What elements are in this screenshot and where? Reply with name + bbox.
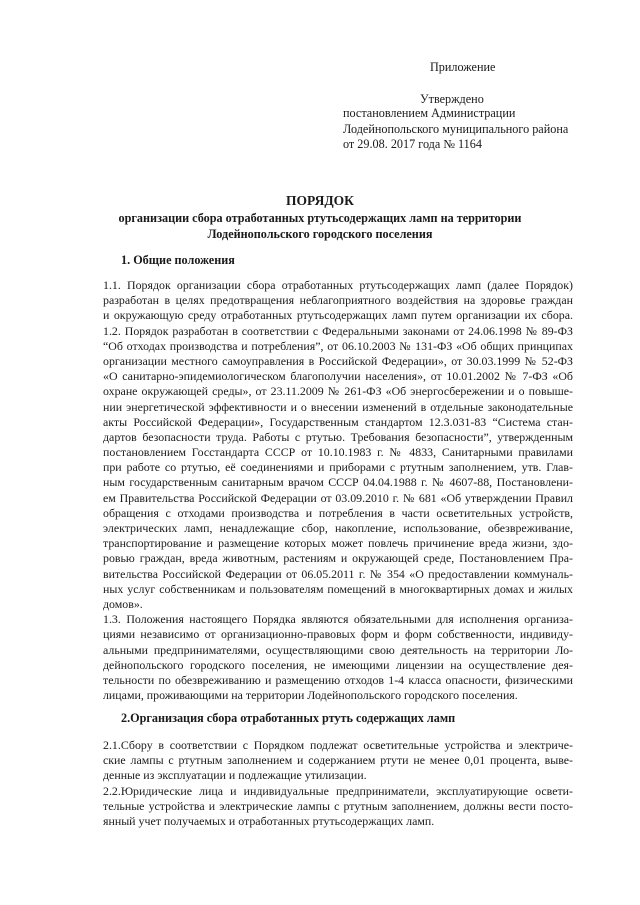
text-line: ных услуг собственникам и пользователям помещений в многоквартирных домах и жилых	[103, 581, 573, 596]
resolution-line: от 29.08. 2017 года № 1164	[343, 137, 482, 151]
text-line: альными предпринимателями, осуществляющими свою деятельность на территории Ло-	[103, 642, 573, 657]
text-line: постановлением Госстандарта СССР от 10.10.1983 г. № 4833, Санитарными правилами	[103, 445, 573, 460]
text-line: электрических ламп, ненадлежащие сбор, накопление, использование, обезвреживание,	[103, 521, 573, 535]
appendix-label: Приложение	[430, 60, 496, 74]
resolution-line: постановлением Администрации	[343, 106, 516, 120]
text-line: домов».	[103, 596, 143, 611]
section-2-heading: 2.Организация сбора отработанных ртуть содержащих ламп	[121, 711, 456, 725]
text-line: и окружающую среду отработанных ртутьсодержащих ламп путем организации их сбора.	[103, 308, 573, 323]
text-line: организации местного самоуправления в Российской Федерации», от 30.03.1999 № 52-ФЗ	[103, 353, 573, 368]
text-line: 1.2. Порядок разработан в соответствии с Федеральными законами от 24.06.1998 № 89-ФЗ	[103, 323, 573, 338]
text-line: нии энергетической эффективности и о внесении изменений в отдельные законодательные	[103, 399, 573, 414]
text-line: 2.2.Юридические лица и индивидуальные предприниматели, эксплуатирующие освети-	[103, 783, 573, 798]
document-subtitle-line: Лодейнопольского городского поселения	[207, 227, 433, 241]
text-line: янный учет получаемых и отработанных ртутьсодержащих ламп.	[103, 813, 435, 828]
text-line: разработан в целях предотвращения неблагоприятного воздействия на здоровье граждан	[103, 293, 573, 308]
text-line: денные из эксплуатации и подлежащие утилизации.	[103, 768, 367, 783]
section-1-body	[103, 278, 573, 703]
text-line: “Об отходах производства и потребления”, от 06.10.2003 № 131-ФЗ «Об общих принципах	[103, 338, 573, 353]
text-line: вительства Российской Федерации от 06.05.2011 г. № 354 «О предоставлении коммуналь-	[103, 566, 573, 581]
text-line: дейнопольского городского поселения, не имеющими лицензии на осуществление дея-	[103, 657, 573, 672]
text-line: дартов безопасности труда. Работы с ртутью. Требования безопасности”, утвержденным	[103, 429, 573, 444]
text-line: лицами, проживающими на территории Лодейнопольского городского поселения.	[103, 688, 518, 703]
text-line: ным государственным санитарным врачом СССР 04.04.1988 г. № 4607-88, Постановлени-	[103, 475, 573, 490]
text-line: ем Правительства Российской Федерации от 03.09.2010 г. № 681 «Об утверждении Правил	[103, 490, 573, 505]
section-2-body	[103, 738, 573, 829]
text-line: тельности по обезвреживанию и размещению отходов 1-4 класса опасности, физическими	[103, 672, 573, 687]
resolution-block	[343, 106, 568, 153]
document-title: ПОРЯДОК	[286, 193, 354, 208]
document-subtitle-line: организации сбора отработанных ртутьсодержащих ламп на территории	[118, 211, 522, 225]
text-line: акты Российской Федерации», Государственным стандартом 12.3.031-83 “Система стан-	[103, 414, 573, 429]
text-line: циями независимо от организационно-правовых форм и форм собственности, индивиду-	[103, 627, 573, 642]
text-line: 1.1. Порядок организации сбора отработанных ртутьсодержащих ламп (далее Порядок)	[103, 278, 573, 292]
text-line: транспортирование и размещение которых может повлечь причинение вреда жизни, здо-	[103, 536, 573, 551]
text-line: охране окружающей среды», от 23.11.2009 № 261-ФЗ «Об энергосбережении и о повыше-	[103, 384, 573, 399]
text-line: ские лампы с ртутным заполнением и содержанием ртути не менее 0,01 процента, выве-	[103, 753, 573, 768]
text-line: 1.3. Положения настоящего Порядка являются обязательными для исполнения организа-	[103, 612, 573, 627]
text-line: тельные устройства и электрические лампы с ртутным заполнением, должны вести посто-	[103, 798, 573, 813]
text-line: при работе со ртутью, её соединениями и приборами с ртутным заполнением, утв. Глав-	[103, 460, 573, 475]
text-line: ровью граждан, вреда животным, растениям и окружающей среде, Постановлением Пра-	[103, 551, 573, 566]
text-line: обращения с отходами производства и потребления в части осветительных устройств,	[103, 505, 573, 520]
text-line: «О санитарно-эпидемиологическом благополучии населения», от 10.01.2002 № 7-ФЗ «Об	[103, 369, 573, 384]
section-1-heading: 1. Общие положения	[121, 253, 235, 267]
text-line: 2.1.Сбору в соответствии с Порядком подлежат осветительные устройства и электриче-	[103, 738, 573, 752]
resolution-line: Лодейнопольского муниципального района	[343, 121, 569, 136]
approved-label: Утверждено	[420, 92, 484, 106]
